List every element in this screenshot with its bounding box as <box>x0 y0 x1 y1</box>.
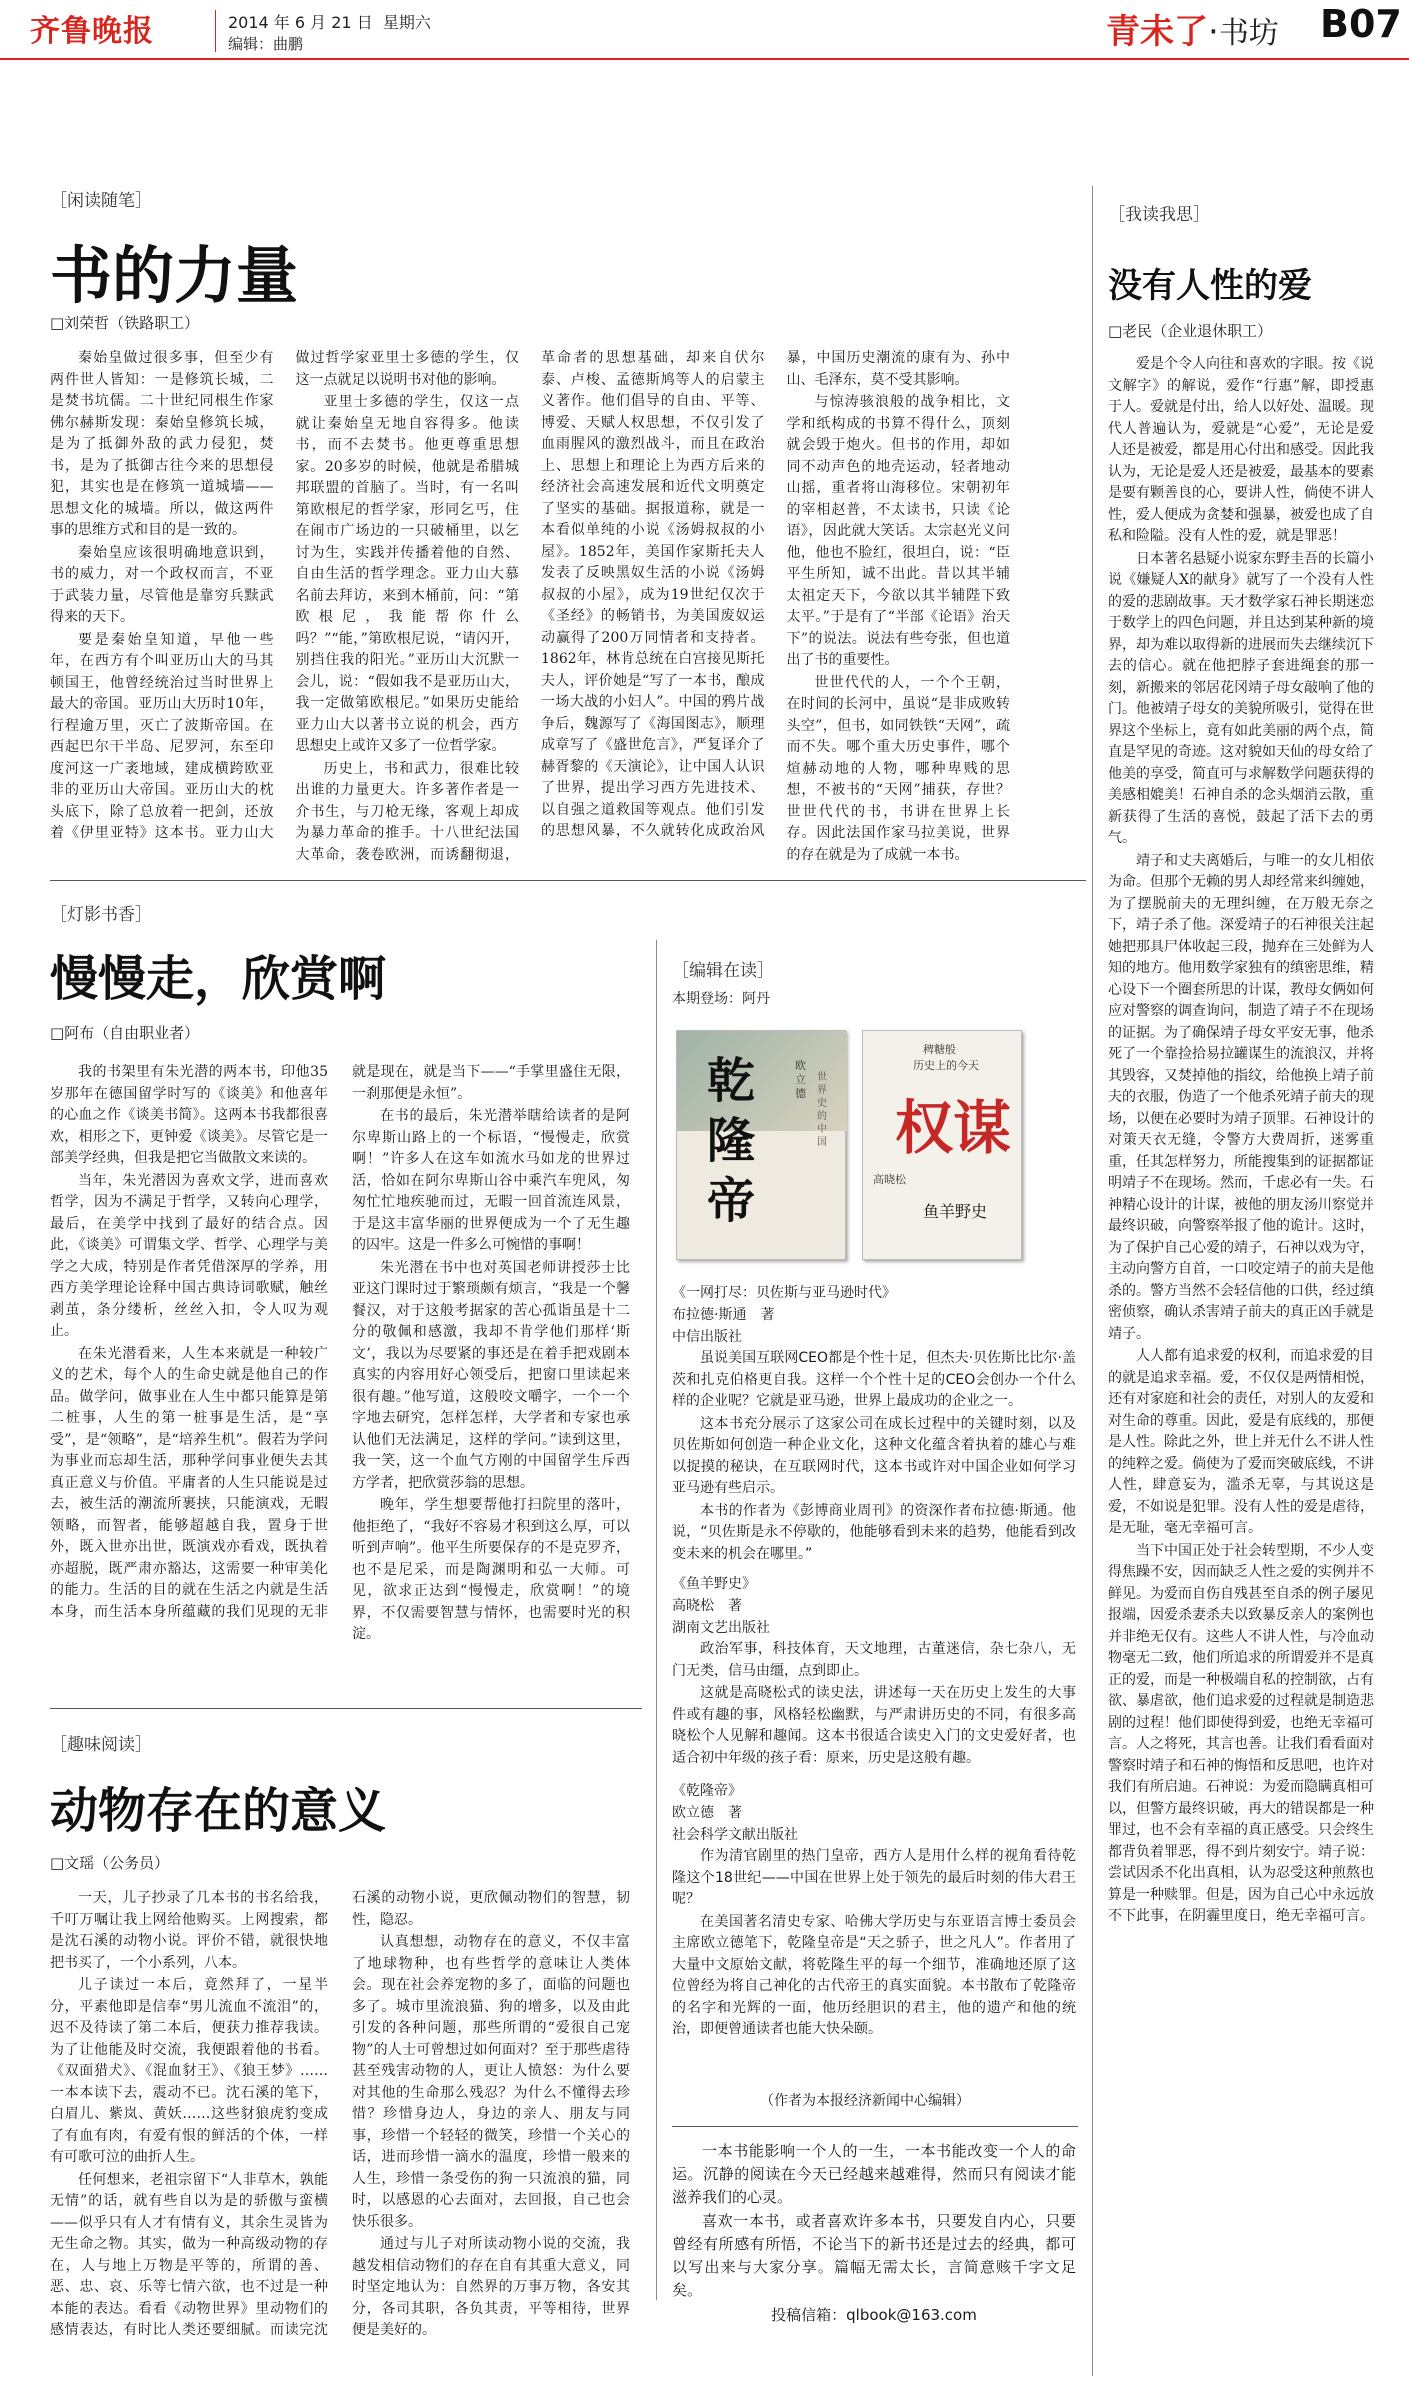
divider <box>656 940 657 2300</box>
masthead <box>0 0 1409 60</box>
newspaper-logo: 齐鲁晚报 <box>30 14 154 49</box>
divider <box>50 880 1086 881</box>
issue-date: 2014 年 6 月 21 日 星期六 <box>228 13 431 32</box>
article-body: 一天，儿子抄录了几本书的书名给我，千叮万嘱让我上网给他购买。上网搜索，都是沈石溪的动物小说。评价不错，就很快地把书买了，一个小系列，八本。 儿子读过一本后，竟然拜了，一星半分，平素他即是信奉“男儿流血不流泪”的，迟不及待读了第二本后，便获力推荐我读。为了让他能及时交流，我便跟着他的书看。《双面猎犬》、《混血豺王》、《狼王梦》……一本本读下去，震动不已。沈石溪的笔下，白眉儿、紫岚、黄妖……这些豺狼虎豹变成了有血有肉，有爱有恨的鲜活的个体，一样有可歌可泣的曲折人生。 任何想来，老祖宗留下“人非草木，孰能无情”的话，就有些自以为是的骄傲与蛮横——似乎只有人才有情有义，其余生灵皆为无生命之物。其实，做为一种高级动物的存在，人与地上万物是平等的，所谓的善、恶、忠、哀、乐等七情六欲，也不过是一种本能的表达。看看《动物世界》里动物们的感情表达，有时比人类还要细腻。而读完沈石溪的动物小说，更欣佩动物们的智慧，韧性，隐忍。 认真想想，动物存在的意义，不仅丰富了地球物种，也有些哲学的意味让人类体会。现在社会养宠物的多了，面临的问题也多了。城市里流浪猫、狗的增多，以及由此引发的各种问题，那些所谓的“爱很自己宠物”的人士可曾想过如何面对？至于那些虐待甚至残害动物的人，更让人愤怒：为什么要对其他的生命那么残忍？为什么不懂得去珍惜？珍惜身边人，身边的亲人、朋友与同事，珍惜一个轻轻的微笑，珍惜一个关心的话，进而珍惜一滴水的温度，珍惜一般来的人生，珍惜一条受伤的狗一只流浪的猫，同时，以感恩的心去面对，去回报，自己也会快乐很多。 通过与儿子对所读动物小说的交流，我越发相信动物们的存在自有其重大意义，同时坚定地认为：自然界的万事万物，各安其分，各司其职，各负其责，平等相待，世界便是美好的。 <box>50 1890 630 2338</box>
article-title: 动物存在的意义 <box>50 1783 387 1839</box>
book-cover-yuyang: 稗糖般 历史上的今天 权谋 鱼羊野史 高晓松 <box>862 1030 1022 1260</box>
book-entry: 《乾隆帝》 欧立德 著 社会科学文献出版社 作为清官剧里的热门皇帝，西方人是用什么样的视角看待乾隆这个18世纪——中国在世界上处于领先的最后时刻的伟大君王呢？ 在美国著名清史专家、哈佛大学历史与东亚语言博士委员会主席欧立德笔下，乾隆皇帝是“天之骄子，世之凡人”。作者用了大量中文原始文献，将乾隆生平的每一个细节，准确地还原了这位曾经为将自己神化的古代帝王的真实面貌。本书散布了乾隆帝的名字和光辉的一面，他历经胆识的君主，他的遗产和他的统治，即便曾通读者也能大快朵颐。 <box>672 1783 1076 2037</box>
article-title: 没有人性的爱 <box>1108 266 1312 306</box>
article-body: 我的书架里有朱光潜的两本书，印他35岁那年在德国留学时写的《谈美》和他喜年的心血之作《谈美书简》。这两本书我都很喜欢，相形之下，更钟爱《谈美》。尽管它是一部美学经典，但我是把它当做散文来读的。 当年，朱光潜因为喜欢文学，进而喜欢哲学，因为不满足于哲学，又转向心理学，最后，在美学中找到了最好的结合点。因此，《谈美》可谓集文学、哲学、心理学与美学之大成，特别是作者凭借深厚的学养，用西方美学理论诠释中国古典诗词歌赋，触丝剥茧，条分缕析，丝丝入扣，令人叹为观止。 在朱光潜看来，人生本来就是一种较广义的艺术，每个人的生命史就是他自己的作品。做学问，做事业在人生中都只能算是第二桩事，人生的第一桩事是生活，是“享受”，是“领略”，是“培养生机”。假若为学问为事业而忘却生活，那种学问事业便失去其真正意义与价值。平庸者的人生只能说是过去，被生活的潮流所裹挟，只能演戏，无暇领略，而智者，能够超越自我，置身于世外，既入世亦出世，既演戏亦看戏，既执着亦超脱，既严肃亦豁达，这需要一种审美化的能力。生活的目的就在生活之内就是生活本身，而生活本身所蕴藏的我们见现的无非就是现在，就是当下——“手掌里盛住无限，一刹那便是永恒”。 在书的最后，朱光潜举瞎给读者的是阿尔卑斯山路上的一个标语，“慢慢走，欣赏啊！”许多人在这车如流水马如龙的世界过活，恰如在阿尔卑斯山谷中乘汽车兜风，匆匆忙忙地疾驰而过，无暇一回首流连风景，于是这丰富华丽的世界便成为一个了无生趣的囚牢。这是一件多么可惋惜的事啊！ 朱光潜在书中也对英国老师讲授莎士比亚这门课时过于繁琐颇有烦言，“我是一个馨餐汉，对于这般考据家的苦心孤诣虽是十二分的敬佩和感激，我却不肯学他们那样‘斯文’，我以为尽要紧的事还是在着手把戏剧本真实的内容用好心领受后，把窗口里读起来很有趣。”他写道，这般咬文嚼字，一个一个字地去研究，怎样怎样，大学者和专家也承认他们无法满足，这样的学问。”读到这里，我一笑，这一个血气方刚的中国留学生斥西方学者，把欣赏莎翁的思想。 晚年，学生想要帮他打扫院里的落叶，他拒绝了，“我好不容易才积到这么厚，可以听到声响”。他平生所要保存的不是克罗齐，也不是尼采，而是陶渊明和弘一大师。可见，欲求正达到“慢慢走，欣赏啊！”的境界，不仅需要智慧与情怀，也需要时光的积淀。 <box>50 1064 630 1642</box>
editor-credit: （作者为本报经济新闻中心编辑） <box>760 2093 970 2109</box>
article-body: 爱是个令人向往和喜欢的字眼。按《说文解字》的解说，爱作“行惠”解，即授惠于人。爱就是付出，给人以好处、温暖。现代人普遍认为，爱就是“心爱”，无论是爱人还是被爱，都是用心付出和感受。因此我认为，无论是爱人还是被爱，最基本的要素是要有颗善良的心，要讲人性，倘使不讲人性，爱人便成为贪婪和强暴，被爱也成了自私和险隘。没有人性的爱，就是罪恶！ 日本著名悬疑小说家东野圭吾的长篇小说《嫌疑人X的献身》就写了一个没有人性的爱的悲剧故事。天才数学家石神长期迷恋于数学上的四色问题，并且达到某种新的境界，却为难以取得新的进展而失去继续沉下去的信心。就在他把脖子套进绳套的那一刻，新搬来的邻居花冈靖子母女敲响了他的门。他被靖子母女的美貌所吸引，觉得在世界这个坐标上，竟有如此美丽的两个点，简直是罕见的奇迹。这对貌如天仙的母女给了他美的享受，简直可与求解数学问题获得的美感相媲美！石神自杀的念头烟消云散，重新获得了生活的喜悦，鼓起了活下去的勇气。 靖子和丈夫离婚后，与唯一的女儿相依为命。但那个无赖的男人却经常来纠缠她，为了摆脱前夫的无理纠缠，在万般无奈之下，靖子杀了他。深爱靖子的石神很关注起她把那具尸体收起三段，抛弃在三处鲜为人知的地方。他用数学家独有的缜密思维，精心设下一个圈套所思的计谋，教母女俩如何应对警察的调查询问，制造了靖子不在现场的证据。为了确保靖子母女平安无事，他杀死了一个靠捡拾易拉罐谋生的流浪汉，并将其毁容，又焚掉他的指纹，给他换上靖子前夫的衣服，伪造了一个他杀死靖子前夫的现场，以便在必要时为靖子顶罪。石神设计的对策天衣无缝，令警方大费周折，迷雾重重，任其怎样努力，所能搜集到的证据都证明靖子不在现场。然而，千虑必有一失。石神精心设计的计谋，被他的朋友汤川察觉并最终识破，向警察举报了他的诡计。这时，为了保护自己心爱的靖子，石神以戏为守，主动向警方自首，一口咬定靖子的前夫是他杀的。警方当然不会轻信他的口供，经过缜密侦察，确认杀害靖子前夫的真正凶手就是靖子。 人人都有追求爱的权利，而追求爱的目的就是追求幸福。爱，不仅仅是两情相悦，还有对家庭和社会的责任，对别人的友爱和对生命的尊重。因此，爱是有底线的，那便是人性。除此之外，世上并无什么不讲人性的纯粹之爱。倘使为了爱而突破底线，不讲人性，肆意妄为，滥杀无辜，与其说这是爱，不如说是犯罪。没有人性的爱是虐待，是无耻，毫无幸福可言。 当下中国正处于社会转型期，不少人变得焦躁不安，因而缺乏人性之爱的实例并不鲜见。为爱而自伤自残甚至自杀的例子屡见报端，因爱杀妻杀夫以致暴反亲人的案例也并非绝无仅有。这些人不讲人性，与冷血动物毫无二致，他们所追求的所谓爱并不是真正的爱，而是一种极端自私的控制欲，占有欲、暴虐欲，他们追求爱的过程就是制造悲剧的过程！他们即使得到爱，也绝无幸福可言。人之将死，其言也善。让我们看看面对警察时靖子和石神的悔悟和反思吧，也许对我们有所启迪。石神说：为爱而隐瞒真相可以，但警方最终识破，再大的错误都是一种罪过，也不会有幸福的真正感受。只会终生都背负着罪恶，得不到片刻安宁。靖子说：尝试因杀不化出真相，认为忍受这种煎熬也算是一种赎罪。但是，因为自己心中永远放不下此事，在阴霾里度日，绝无幸福可言。 <box>1108 356 1374 1924</box>
issue-host: 本期登场：阿丹 <box>672 991 770 1007</box>
section-tag-reading-notes: ［闲读随笔］ <box>50 191 152 211</box>
book-list <box>672 1282 1076 1772</box>
section-tag-editor-reading: ［编辑在读］ <box>672 961 774 981</box>
book-list <box>672 1780 1076 2080</box>
article-author: □老民（企业退休职工） <box>1108 322 1273 340</box>
page-number: B07 <box>1320 2 1402 46</box>
divider <box>672 2126 1078 2127</box>
book-entry: 《一网打尽：贝佐斯与亚马逊时代》 布拉德·斯通 著 中信出版社 虽说美国互联网CEO都是个性十足，但杰夫·贝佐斯比比尔·盖茨和扎克伯格更自我。这样一个个性十足的CEO会创办一个什么样的企业呢？它就是亚马逊，世界上最成功的企业之一。 这本书充分展示了这家公司在成长过程中的关键时刻，以及贝佐斯如何创造一种企业文化，这种文化蕴含着执着的雄心与难以捉摸的秘诀，在互联网时代，这本书或许对中国企业如何学习亚马逊有些启示。 本书的作者为《彭博商业周刊》的资深作者布拉德·斯通。他说，“贝佐斯是永不停歇的，他能够看到未来的趋势，他能看到改变未来的机会在哪里。” <box>672 1285 1076 1562</box>
divider <box>1092 186 1093 2376</box>
article-author: □阿布（自由职业者） <box>50 1024 200 1042</box>
divider <box>50 1708 642 1709</box>
editor-credit: 编辑：曲鹏 <box>228 35 304 53</box>
brand-title: 青未了·书坊 <box>1106 12 1279 52</box>
call-for-submissions: 一本书能影响一个人的一生，一本书能改变一个人的命运。沉静的阅读在今天已经越来越难得，然而只有阅读才能滋养我们的心灵。 喜欢一本书，或者喜欢许多本书，只要发自内心，只要曾经有所感有所悟，不论当下的新书还是过去的经典，都可以写出来与大家分享。篇幅无需太长，言简意赅千字文足矣。 投稿信箱：qlbook@163.com <box>672 2140 1076 2370</box>
article-title: 书的力量 <box>50 239 299 312</box>
article-author: □文瑶（公务员） <box>50 1854 170 1872</box>
section-tag-lamp: ［灯影书香］ <box>50 905 152 925</box>
submission-email[interactable]: 投稿信箱：qlbook@163.com <box>771 2306 977 2324</box>
article-body: 秦始皇做过很多事，但至少有两件世人皆知：一是修筑长城，二是焚书坑儒。二十世纪同根生作家佛尔赫斯发现：秦始皇修筑长城，是为了抵御外敌的武力侵犯，焚书，是为了抵御古往今来的思想侵犯，其实也是在修筑一道城墙——思想文化的城墙。所以，做这两件事的思维方式和目的是一致的。 秦始皇应该很明确地意识到，书的威力，对一个政权而言，不亚于武装力量，尽管他是靠穷兵黩武得来的天下。 要是秦始皇知道，早他一些年，在西方有个叫亚历山大的马其顿国王，他曾经统治过当时世界上最大的帝国。亚历山大历时10年，行程逾万里，灭亡了波斯帝国。在西起巴尔干半岛、尼罗河，东至印度河这一广袤地域，建成横跨欧亚非的亚历山大帝国。亚历山大的枕头底下，除了总放着一把剑，还放着《伊里亚特》这本书。亚力山大做过哲学家亚里士多德的学生，仅这一点就足以说明书对他的影响。 亚里士多德的学生，仅这一点就让秦始皇无地自容得多。他读书，而不去焚书。他更尊重思想家。20多岁的时候，他就是希腊城邦联盟的首脑了。当时，有一名叫第欧根尼的哲学家，形同乞丐，住在闹市广场边的一只破桶里，以乞讨为生，实践并传播着他的自然、自由生活的哲学理念。亚力山大慕名前去拜访，来到木桶前，问：“第欧根尼，我能帮你什么吗？”“能，”第欧根尼说，“请闪开，别挡住我的阳光。”亚历山大沉默一会儿，说：“假如我不是亚历山大，我一定做第欧根尼。”如果历史能给亚力山大以著书立说的机会，西方思想史上或许又多了一位哲学家。 历史上，书和武力，很难比较出谁的力量更大。许多著作者是一介书生，与刀枪无缘，客观上却成为暴力革命的推手。十八世纪法国大革命，袭卷欧洲，而诱翻彻退，革命者的思想基础，却来自伏尔泰、卢梭、孟德斯鸠等人的启蒙主义著作。他们倡导的自由、平等、博爱、天赋人权思想，不仅引发了血雨腥风的激烈战斗，而且在政治上、思想上和理论上为西方后来的经济社会高速发展和近代文明奠定了坚实的基础。据报道称，就是一本看似单纯的小说《汤姆叔叔的小屋》。1852年，美国作家斯托夫人发表了反映黑奴生活的小说《汤姆叔叔的小屋》，成为19世纪仅次于《圣经》的畅销书，为美国废奴运动赢得了200万同情者和支持者。1862年，林肯总统在白宫接见斯托夫人，评价她是“写了一本书，酿成一场大战的小妇人”。中国的鸦片战争后，魏源写了《海国图志》，顺理成章写了《盛世危言》，严复译介了赫胥黎的《天演论》，让中国人认识了世界，提出学习西方先进技术、以自强之道救国等观点。他们引发的思想风暴，不久就转化成政治风暴，中国历史潮流的康有为、孙中山、毛泽东，莫不受其影响。 与惊涛骇浪般的战争相比，文学和纸构成的书算不得什么，顶刻就会毁于炮火。但书的作用，却如同不动声色的地壳运动，轻者地动山摇，重者将山海移位。宋朝初年的宰相赵普，不太读书，只读《论语》，因此就大笑话。太宗赵光义问他，他也不脸红，很坦白，说：“臣平生所知，诚不出此。昔以其半辅太祖定天下，今欲以其半辅陛下致太平。”于是有了“半部《论语》治天下”的说法。说法有些夸张，但也道出了书的重要性。 世世代代的人，一个个王朝，在时间的长河中，虽说“是非成败转头空”，但书，如同铁铁“天网”，疏而不失。哪个重大历史事件，哪个煊赫动地的人物，哪种卑贱的思想，不被书的“天网”捕获，存世？世世代代的书，书讲在世界上长存。因此法国作家马拉美说，世界的存在就是为了成就一本书。 <box>50 350 1010 863</box>
article-title: 慢慢走，欣赏啊 <box>50 951 387 1007</box>
article-author: □刘荣哲（铁路职工） <box>50 314 200 332</box>
section-tag-reflection: ［我读我思］ <box>1108 205 1210 225</box>
book-entry: 《鱼羊野史》 高晓松 著 湖南文艺出版社 政治军事，科技体育，天文地理，古董迷信，杂七杂八，无门无类，信马由缰，点到即止。 这就是高晓松式的读史法，讲述每一天在历史上发生的大事件或有趣的事，风格轻松幽默，与严肃讲历史的不同，有很多高晓松个人见解和趣闻。这本书很适合读史入门的文史爱好者，也适合初中年级的孩子看：原来，历史是这般有趣。 <box>672 1576 1076 1766</box>
book-cover-qianlong: 乾隆帝 欧立德 世界史的中国 <box>676 1030 846 1260</box>
section-tag-fun-reading: ［趣味阅读］ <box>50 1735 152 1755</box>
